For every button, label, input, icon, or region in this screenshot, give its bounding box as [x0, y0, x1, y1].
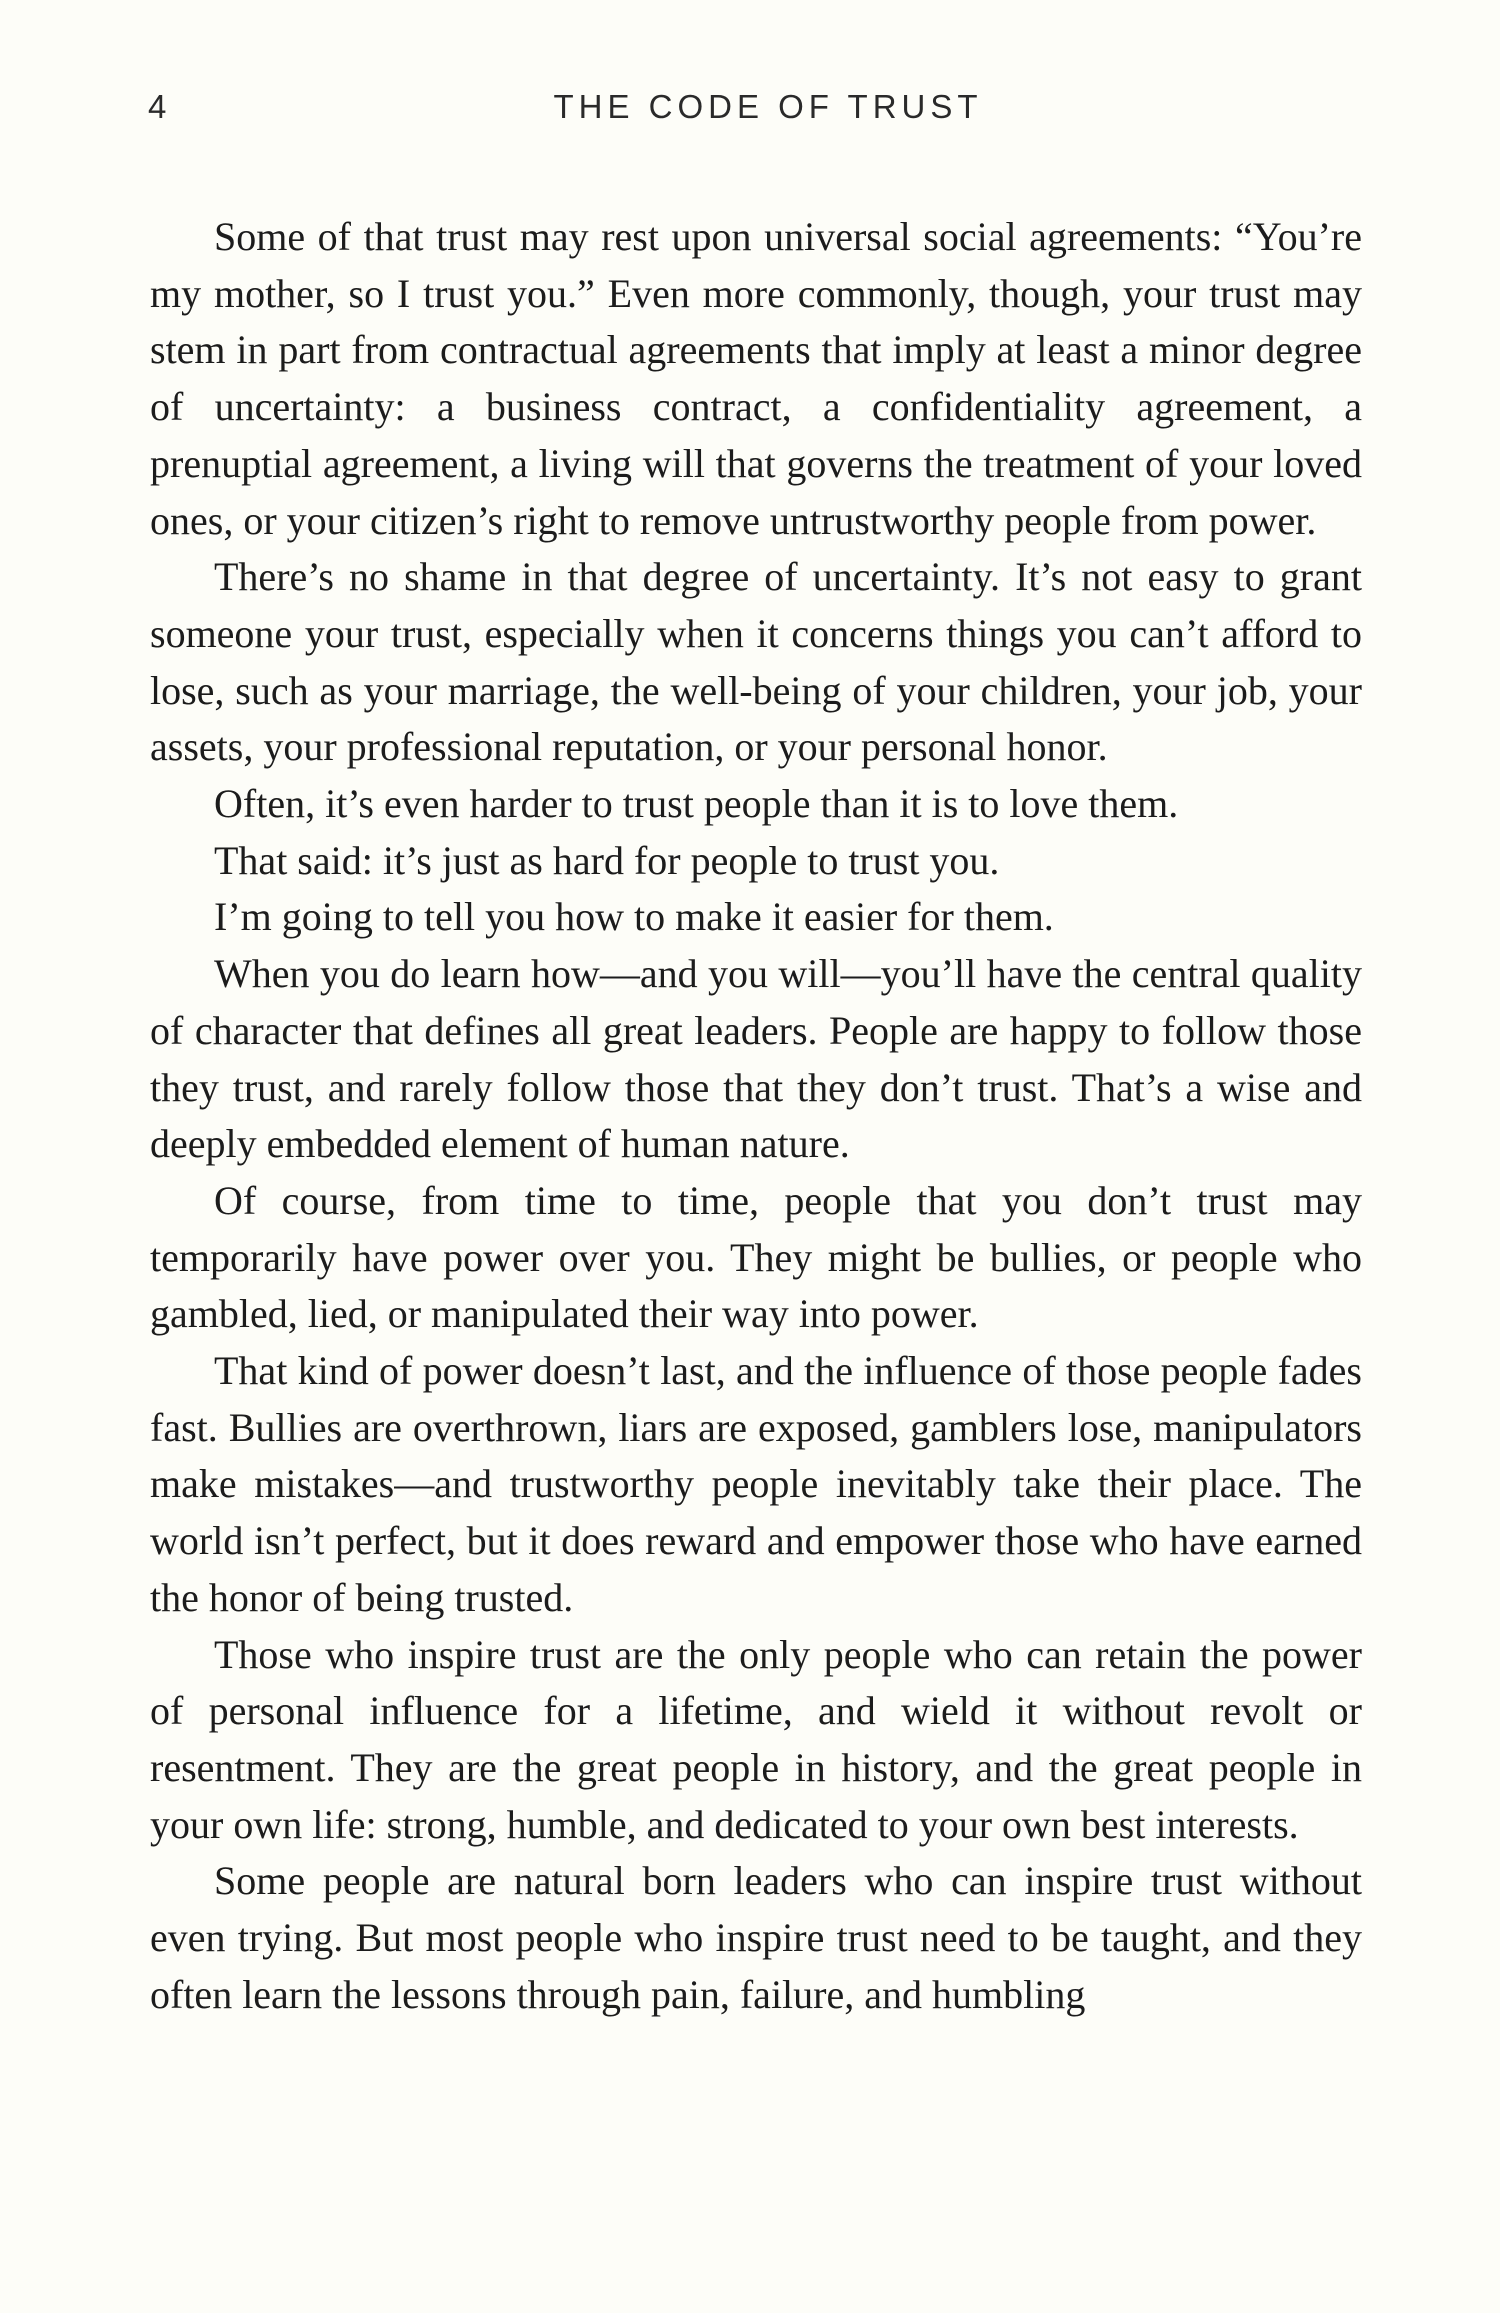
paragraph: That kind of power doesn’t last, and the influence of those people fades fast. Bullies are overthrown, liars are exposed, gamblers lose, manipulators make mistakes—and trustworthy people inevitably take their place. The world isn’t perfect, but it does reward and empower those who have earned the honor of being trusted.	[150, 1348, 1362, 1620]
body-text	[150, 209, 1362, 2024]
paragraph: I’m going to tell you how to make it easier for them.	[214, 894, 1054, 940]
page-number: 4	[148, 88, 172, 125]
paragraph: Those who inspire trust are the only people who can retain the power of personal influence for a lifetime, and wield it without revolt or resentment. They are the great people in history, and the great people in your own life: strong, humble, and dedicated to your own best interests.	[150, 1631, 1362, 1847]
paragraph: Some of that trust may rest upon universal social agreements: “You’re my mother, so I trust you.” Even more commonly, though, your trust may stem in part from contractual agreements that imply at least a minor degree of uncertainty: a business contract, a confidentiality agreement, a prenuptial agreement, a living will that governs the treatment of your loved ones, or your citizen’s right to remove untrustworthy people from power.	[150, 214, 1362, 543]
paragraph: When you do learn how—and you will—you’ll have the central quality of character that defines all great leaders. People are happy to follow those they trust, and rarely follow those that they don’t trust. That’s a wise and deeply embedded element of human nature.	[150, 951, 1362, 1167]
running-head	[148, 88, 1368, 138]
paragraph: Often, it’s even harder to trust people than it is to love them.	[214, 781, 1179, 827]
paragraph: Of course, from time to time, people that you don’t trust may temporarily have power over you. They might be bullies, or people who gambled, lied, or manipulated their way into power.	[150, 1177, 1362, 1337]
paragraph: There’s no shame in that degree of uncertainty. It’s not easy to grant someone your trust, especially when it concerns things you can’t afford to lose, such as your marriage, the well-being of your children, your job, your assets, your professional reputation, or your personal honor.	[150, 554, 1362, 770]
paragraph: That said: it’s just as hard for people to trust you.	[214, 837, 1000, 883]
book-title: THE CODE OF TRUST	[553, 88, 983, 125]
paragraph: Some people are natural born leaders who can inspire trust without even trying. But most people who inspire trust need to be taught, and they often learn the lessons through pain, failure, and humbling	[150, 1858, 1362, 2017]
